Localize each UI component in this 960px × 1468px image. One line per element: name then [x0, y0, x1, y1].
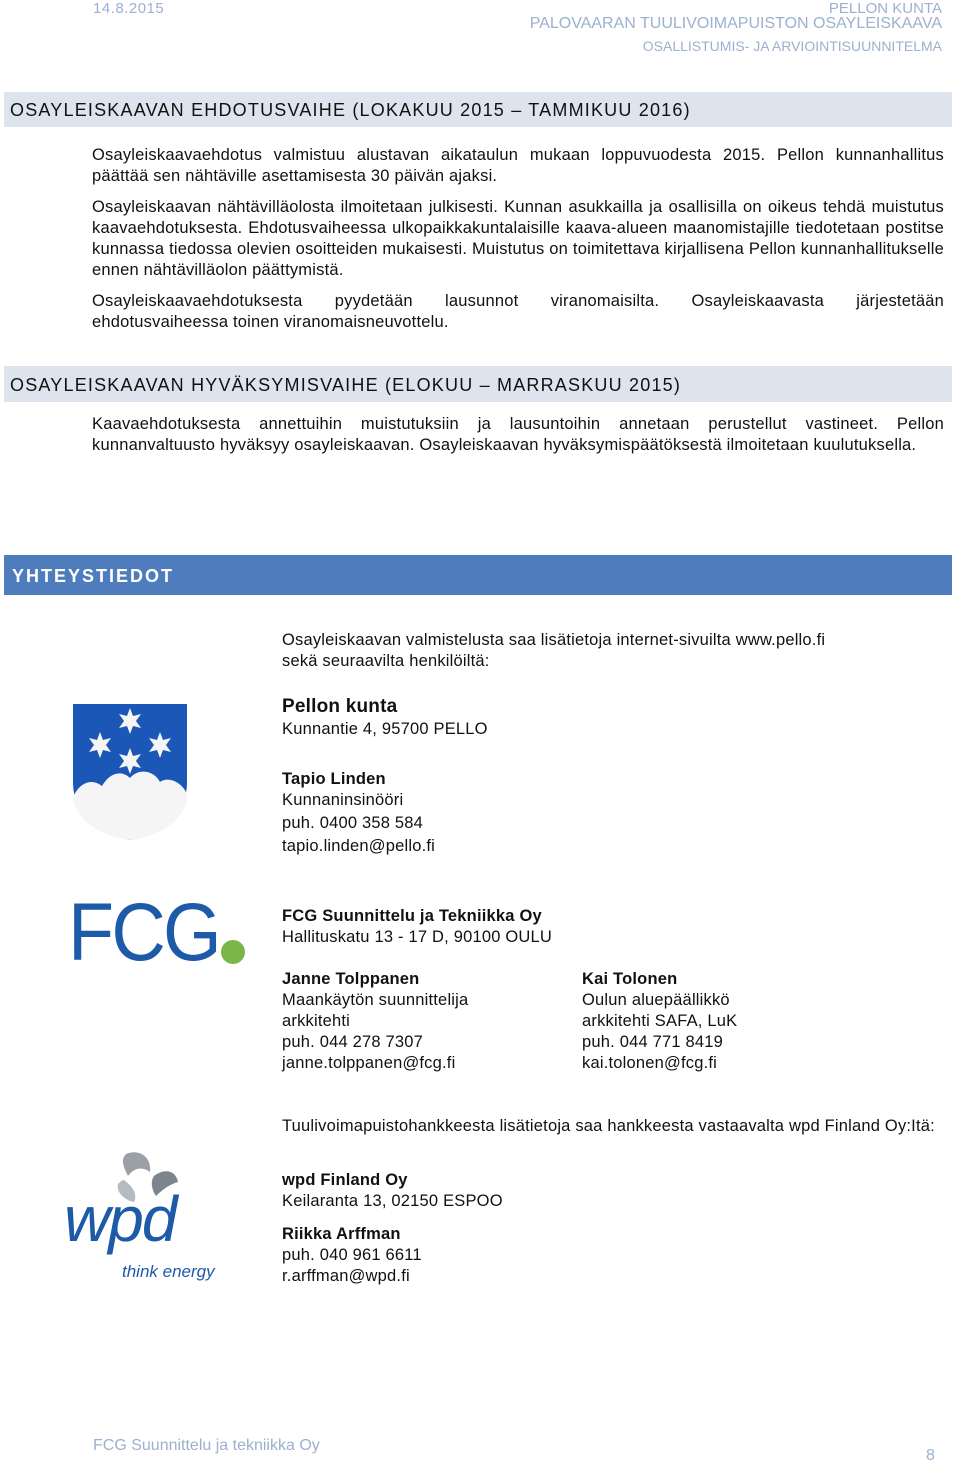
fcg-logo-text: FCG	[68, 887, 219, 978]
pello-person-title: Kunnaninsinööri	[282, 791, 404, 809]
fcg-person-1-email: janne.tolppanen@fcg.fi	[282, 1054, 456, 1072]
wpd-org-name: wpd Finland Oy	[282, 1171, 408, 1189]
fcg-person-1-title: Maankäytön suunnittelija	[282, 991, 469, 1009]
footer-page-number: 8	[926, 1447, 935, 1464]
fcg-person-1	[282, 969, 468, 1074]
fcg-person-1-role: arkkitehti	[282, 1012, 351, 1030]
fcg-person-2-phone: puh. 044 771 8419	[582, 1033, 724, 1051]
pello-email: tapio.linden@pello.fi	[282, 837, 436, 855]
fcg-org-name: FCG Suunnittelu ja Tekniikka Oy	[282, 907, 542, 925]
header-municipality: PELLON KUNTA	[828, 0, 942, 17]
wpd-email: r.arffman@wpd.fi	[282, 1267, 410, 1285]
header-date: 14.8.2015	[93, 0, 165, 17]
pello-person-name: Tapio Linden	[282, 770, 386, 788]
wpd-phone: puh. 040 961 6611	[282, 1246, 422, 1264]
paragraph: Osayleiskaavan nähtävilläolosta ilmoitetaan julkisesti. Kunnan asukkailla ja osallisilla on oikeus tehdä muistutus kaavaehdotuksesta. Ehdotusvaiheessa ulkopaikkakuntalaisille kaava-alueen maanomistajille tiedotetaan postitse kunnassa tiedossa olevien osoitteiden mukaisesti. Muistutus on toimitettava kirjallisena Pellon kunnanhallitukselle ennen nähtävilläolon päättymistä.	[92, 198, 944, 279]
wpd-intro: Tuulivoimapuistohankkeesta lisätietoja saa hankkeesta vastaavalta wpd Finland Oy:Itä:	[282, 1117, 935, 1135]
pello-contact-block	[282, 695, 488, 857]
header-doc-title: OSALLISTUMIS- JA ARVIOINTISUUNNITELMA	[642, 38, 942, 54]
fcg-person-2-title: Oulun aluepäällikkö	[582, 991, 730, 1009]
wpd-contact-block	[282, 1170, 503, 1287]
fcg-person-1-phone: puh. 044 278 7307	[282, 1033, 424, 1051]
wpd-logo	[64, 1146, 244, 1286]
fcg-person-2-role: arkkitehti SAFA, LuK	[582, 1012, 738, 1030]
section-proposal-body	[92, 145, 944, 333]
section-heading-contacts	[4, 555, 952, 595]
section-approval-body	[92, 414, 944, 456]
pello-address: Kunnantie 4, 95700 PELLO	[282, 720, 488, 738]
paragraph: Kaavaehdotuksesta annettuihin muistutuksiin ja lausuntoihin annetaan perustellut vastineet. Pellon kunnanvaltuusto hyväksyy osayleiskaavan. Osayleiskaavan hyväksymispäätöksestä ilmoitetaan kuulutuksella.	[92, 415, 944, 454]
fcg-person-2	[582, 969, 737, 1074]
paragraph: Osayleiskaavaehdotuksesta pyydetään lausunnot viranomaisilta. Osayleiskaavasta järjestetään ehdotusvaiheessa toinen viranomaisneuvottelu.	[92, 292, 944, 331]
footer-company: FCG Suunnittelu ja tekniikka Oy	[93, 1437, 320, 1454]
wpd-logo-tagline: think energy	[122, 1262, 215, 1281]
pello-phone: puh. 0400 358 584	[282, 814, 424, 832]
pello-coat-of-arms-icon	[70, 702, 190, 842]
fcg-address: Hallituskatu 13 - 17 D, 90100 OULU	[282, 928, 553, 946]
contacts-intro-line: Osayleiskaavan valmistelusta saa lisätietoja internet-sivuilta www.pello.fi	[282, 631, 826, 649]
fcg-contact-block	[282, 906, 552, 948]
fcg-person-2-email: kai.tolonen@fcg.fi	[582, 1054, 718, 1072]
paragraph: Osayleiskaavaehdotus valmistuu alustavan aikataulun mukaan loppuvuodesta 2015. Pellon kunnanhallitus päättää sen nähtäville asettamisesta 30 päivän ajaksi.	[92, 146, 944, 185]
wpd-address: Keilaranta 13, 02150 ESPOO	[282, 1192, 503, 1210]
section-heading-approval: OSAYLEISKAAVAN HYVÄKSYMISVAIHE (ELOKUU – MARRASKUU 2015)	[4, 366, 952, 402]
wpd-person-name: Riikka Arffman	[282, 1225, 401, 1243]
contacts-intro-line: sekä seuraavilta henkilöiltä:	[282, 652, 490, 670]
header-plan-title: PALOVAARAN TUULIVOIMAPUISTON OSAYLEISKAAVA	[529, 15, 942, 32]
fcg-logo	[68, 887, 258, 978]
fcg-person-2-name: Kai Tolonen	[582, 970, 678, 988]
wpd-logo-text: wpd	[64, 1183, 176, 1255]
contacts-intro	[282, 630, 825, 672]
pello-org-name: Pellon kunta	[282, 696, 398, 717]
section-heading-proposal: OSAYLEISKAAVAN EHDOTUSVAIHE (LOKAKUU 2015 – TAMMIKUU 2016)	[4, 92, 952, 127]
fcg-logo-dot-icon	[221, 940, 245, 964]
fcg-person-1-name: Janne Tolppanen	[282, 970, 420, 988]
contacts-heading-text: YHTEYSTIEDOT	[12, 566, 175, 586]
